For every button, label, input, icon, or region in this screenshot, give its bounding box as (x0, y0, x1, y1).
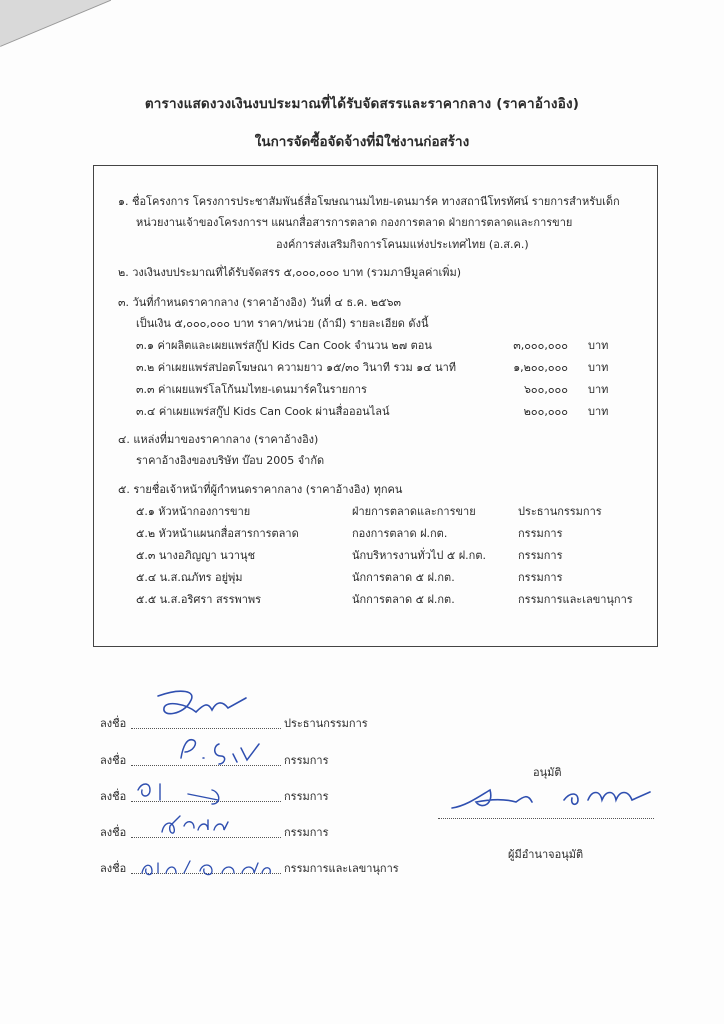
project-name-line: ๑. ชื่อโครงการ โครงการประชาสัมพันธ์สื่อโฆษณานมไทย-เดนมาร์ค ทางสถานีโทรทัศน์ รายการสำหรับเด็ก (118, 195, 620, 208)
cost-item-amount: ๒๐๐,๐๐๐ (523, 405, 568, 418)
signature-scribble-approver (446, 778, 656, 818)
signature-scribble-member1 (175, 734, 265, 768)
signature-role: กรรมการและเลขานุการ (284, 862, 399, 875)
member-role: ประธานกรรมการ (518, 505, 602, 518)
member-name: ๕.๕ น.ส.อริศรา สรรพาพร (136, 593, 262, 606)
signature-scribble-secretary (138, 855, 278, 881)
cost-item-amount: ๑,๒๐๐,๐๐๐ (513, 361, 568, 374)
signature-scribble-member2 (128, 776, 238, 810)
price-source-heading: ๔. แหล่งที่มาของราคากลาง (ราคาอ้างอิง) (118, 433, 319, 446)
member-role: กรรมการ (518, 571, 563, 584)
signature-prefix: ลงชื่อ (100, 790, 127, 803)
signature-prefix: ลงชื่อ (100, 862, 127, 875)
member-unit: นักบริหารงานทั่วไป ๕ ฝ.กต. (352, 549, 486, 562)
cost-item-label: ๓.๔ ค่าเผยแพร่สกู๊ป Kids Can Cook ผ่านสื่อออนไลน์ (136, 405, 390, 418)
amount-detail-line: เป็นเงิน ๕,๐๐๐,๐๐๐ บาท ราคา/หน่วย (ถ้ามี) รายละเอียด ดังนี้ (136, 317, 429, 330)
cost-item-unit: บาท (588, 383, 609, 396)
member-role: กรรมการและเลขานุการ (518, 593, 633, 606)
document-subtitle: ในการจัดซื้อจัดจ้างที่มิใช่งานก่อสร้าง (254, 134, 470, 150)
member-name: ๕.๓ นางอภิญญา นวานุช (136, 549, 256, 562)
member-name: ๕.๔ น.ส.ณภัทร อยู่พุ่ม (136, 571, 243, 584)
signature-prefix: ลงชื่อ (100, 717, 127, 730)
price-source-value: ราคาอ้างอิงของบริษัท บ๊อบ 2005 จำกัด (136, 454, 325, 467)
member-role: กรรมการ (518, 549, 563, 562)
signature-role: ประธานกรรมการ (284, 717, 368, 730)
document-title: ตารางแสดงวงเงินงบประมาณที่ได้รับจัดสรรและราคากลาง (ราคาอ้างอิง) (144, 96, 580, 112)
cost-item-label: ๓.๒ ค่าเผยแพร่สปอตโฆษณา ความยาว ๑๕/๓๐ วินาที รวม ๑๔ นาที (136, 361, 457, 374)
cost-item-label: ๓.๓ ค่าเผยแพร่โลโก้นมไทย-เดนมาร์คในรายการ (136, 383, 367, 396)
member-unit: ฝ่ายการตลาดและการขาย (352, 505, 476, 518)
cost-item-unit: บาท (588, 361, 609, 374)
cost-item-amount: ๖๐๐,๐๐๐ (523, 383, 568, 396)
cost-item-unit: บาท (588, 405, 609, 418)
signature-scribble-member3 (158, 812, 238, 842)
cost-item-amount: ๓,๐๐๐,๐๐๐ (513, 339, 568, 352)
approval-authority: ผู้มีอำนาจอนุมัติ (508, 848, 584, 861)
member-unit: นักการตลาด ๕ ฝ.กต. (352, 593, 455, 606)
signature-prefix: ลงชื่อ (100, 754, 127, 767)
signature-role: กรรมการ (284, 790, 329, 803)
signature-role: กรรมการ (284, 826, 329, 839)
member-name: ๕.๑ หัวหน้ากองการขาย (136, 505, 251, 518)
member-name: ๕.๒ หัวหน้าแผนกสื่อสารการตลาด (136, 527, 299, 540)
cost-item-label: ๓.๑ ค่าผลิตและเผยแพร่สกู๊ป Kids Can Cook จำนวน ๒๗ ตอน (136, 339, 432, 352)
signature-scribble-chair (150, 682, 250, 732)
budget-line: ๒. วงเงินงบประมาณที่ได้รับจัดสรร ๕,๐๐๐,๐๐๐ บาท (รวมภาษีมูลค่าเพิ่ม) (118, 266, 462, 279)
approval-label: อนุมัติ (533, 766, 562, 779)
reference-date-line: ๓. วันที่กำหนดราคากลาง (ราคาอ้างอิง) วันที่ ๔ ธ.ค. ๒๕๖๓ (118, 296, 402, 309)
member-unit: กองการตลาด ฝ.กต. (352, 527, 448, 540)
approval-signature-line (438, 818, 654, 819)
cost-item-unit: บาท (588, 339, 609, 352)
signature-role: กรรมการ (284, 754, 329, 767)
project-owner-line: หน่วยงานเจ้าของโครงการฯ แผนกสื่อสารการตลาด กองการตลาด ฝ่ายการตลาดและการขาย (136, 216, 573, 229)
member-unit: นักการตลาด ๕ ฝ.กต. (352, 571, 455, 584)
committee-heading: ๕. รายชื่อเจ้าหน้าที่ผู้กำหนดราคากลาง (ราคาอ้างอิง) ทุกคน (118, 483, 403, 496)
signature-prefix: ลงชื่อ (100, 826, 127, 839)
organization-line: องค์การส่งเสริมกิจการโคนมแห่งประเทศไทย (อ.ส.ค.) (276, 238, 529, 251)
member-role: กรรมการ (518, 527, 563, 540)
